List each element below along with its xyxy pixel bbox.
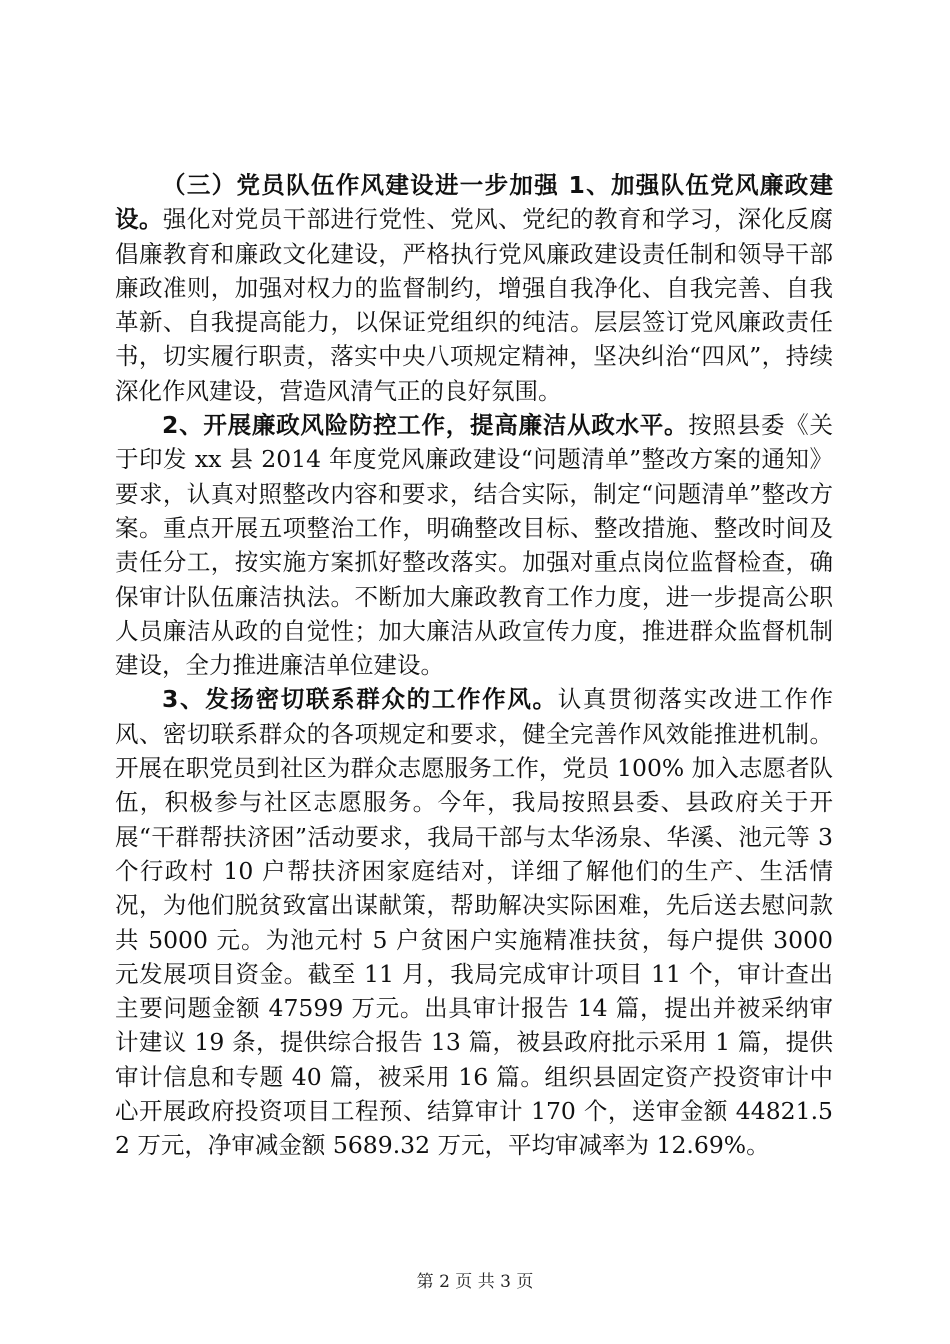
paragraph-text: 认真贯彻落实改进工作作风、密切联系群众的各项规定和要求，健全完善作风效能推进机制。开展在职党员到社区为群众志愿服务工作，党员 100% 加入志愿者队伍，积极参与社区志愿服务。今年，我局按照县委、县政府关于开展“干群帮扶济困”活动要求，我局干部与太华汤泉、华溪、池元等 3 个行政村 10 户帮扶济困家庭结对，详细了解他们的生产、生活情况，为他们脱贫致富出谋献策，帮助解决实际困难，先后送去慰问款共 5000 元。为池元村 5 户贫困户实施精准扶贫，每户提供 3000 元发展项目资金。截至 11 月，我局完成审计项目 11 个，审计查出主要问题金额 47599 万元。出具审计报告 14 篇，提出并被采纳审计建议 19 条，提供综合报告 13 篇，被县政府批示采用 1 篇，提供审计信息和专题 40 篇，被采用 16 篇。组织县固定资产投资审计中心开展政府投资项目工程预、结算审计 170 个，送审金额 44821.52 万元，净审减金额 5689.32 万元，平均审减率为 12.69%。 xyxy=(115,685,834,1160)
paragraph-risk-control xyxy=(115,408,833,682)
paragraph-heading: 2、开展廉政风险防控工作，提高廉洁从政水平。 xyxy=(162,411,689,440)
paragraph-text: 按照县委《关于印发 xx 县 2014 年度党风廉政建设“问题清单”整改方案的通知》要求，认真对照整改内容和要求，结合实际，制定“问题清单”整改方案。重点开展五项整治工作，明确整改目标、整改措施、整改时间及责任分工，按实施方案抓好整改落实。加强对重点岗位监督检查，确保审计队伍廉洁执法。不断加大廉政教育工作力度，进一步提高公职人员廉洁从政的自觉性；加大廉洁从政宣传力度，推进群众监督机制建设，全力推进廉洁单位建设。 xyxy=(115,411,833,680)
paragraph-text: 强化对党员干部进行党性、党风、党纪的教育和学习，深化反腐倡廉教育和廉政文化建设，严格执行党风廉政建设责任制和领导干部廉政准则，加强对权力的监督制约，增强自我净化、自我完善、自我革新、自我提高能力，以保证党组织的纯洁。层层签订党风廉政责任书，切实履行职责，落实中央八项规定精神，坚决纠治“四风”，持续深化作风建设，营造风清气正的良好氛围。 xyxy=(115,205,834,405)
document-body xyxy=(115,168,833,1163)
paragraph-heading: （三）党员队伍作风建设进一步加强 1、加强队伍党风廉政建设。 xyxy=(115,171,833,234)
paragraph-party-style xyxy=(115,168,833,408)
paragraph-mass-line xyxy=(115,682,833,1162)
page-footer: 第 2 页 共 3 页 xyxy=(416,1272,534,1292)
paragraph-heading: 3、发扬密切联系群众的工作作风。 xyxy=(162,685,558,714)
